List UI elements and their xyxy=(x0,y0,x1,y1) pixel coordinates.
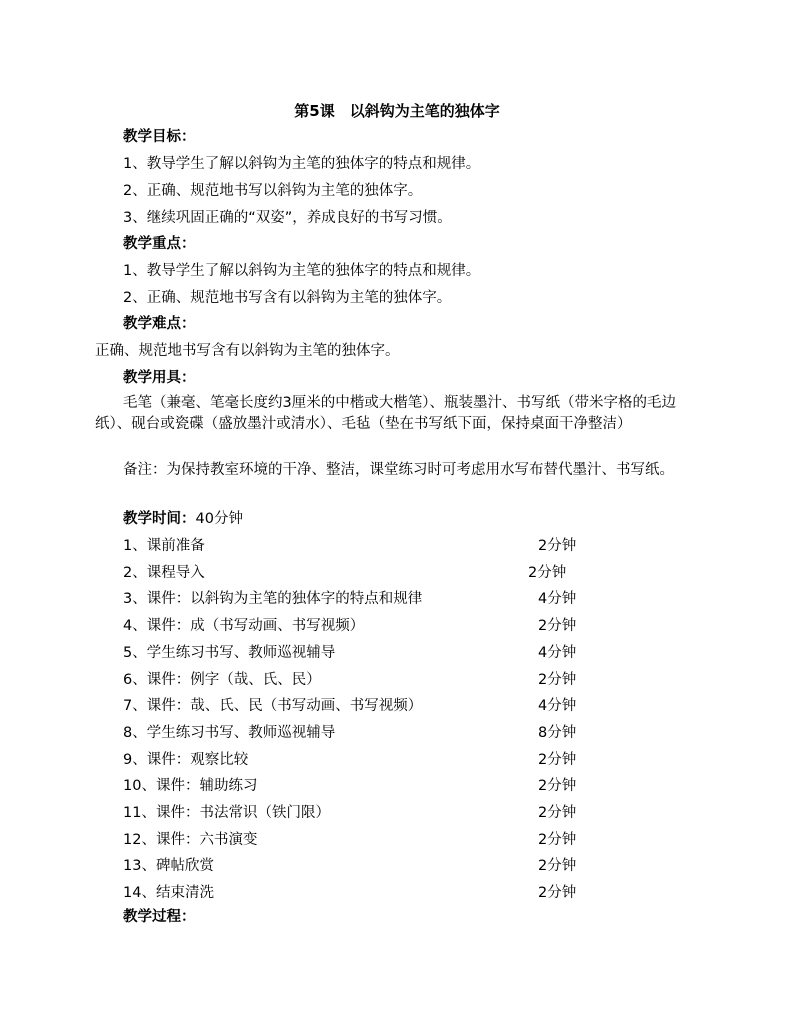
schedule-item-duration: 2分钟 xyxy=(538,618,577,635)
schedule-item-label: 8、学生练习书写、教师巡视辅导 xyxy=(123,724,336,741)
schedule-item-label: 5、学生练习书写、教师巡视辅导 xyxy=(123,644,336,661)
difficulties-text: 正确、规范地书写含有以斜钩为主笔的独体字。 xyxy=(95,343,400,359)
schedule-item-duration: 4分钟 xyxy=(538,591,577,608)
process-heading: 教学过程： xyxy=(123,909,196,925)
schedule-item-duration: 2分钟 xyxy=(528,564,567,581)
key-point-item: 1、教导学生了解以斜钩为主笔的独体字的特点和规律。 xyxy=(123,263,481,279)
difficulties-heading: 教学难点： xyxy=(123,316,196,332)
objective-item: 1、教导学生了解以斜钩为主笔的独体字的特点和规律。 xyxy=(123,156,481,172)
lesson-title: 第5课 以斜钩为主笔的独体字 xyxy=(294,102,500,120)
schedule-item-label: 3、课件：以斜钩为主笔的独体字的特点和规律 xyxy=(123,591,423,608)
schedule-item-label: 4、课件：成（书写动画、书写视频） xyxy=(123,618,365,635)
schedule-item-duration: 2分钟 xyxy=(538,671,577,688)
time-row xyxy=(123,509,243,529)
key-points-heading: 教学重点： xyxy=(123,236,196,252)
schedule-item-label: 2、课程导入 xyxy=(123,564,205,581)
schedule-item-duration: 2分钟 xyxy=(538,858,577,875)
schedule-row xyxy=(123,883,583,903)
schedule-item-duration: 2分钟 xyxy=(538,538,577,554)
schedule-item-label: 14、结束清洗 xyxy=(123,885,214,902)
schedule-row xyxy=(123,589,583,609)
time-heading: 教学时间： xyxy=(123,511,196,527)
objective-item: 2、正确、规范地书写以斜钩为主笔的独体字。 xyxy=(123,183,423,199)
time-value: 40分钟 xyxy=(195,511,243,527)
schedule-item-duration: 2分钟 xyxy=(538,831,577,848)
schedule-item-label: 7、课件：哉、氏、民（书写动画、书写视频） xyxy=(123,698,423,715)
schedule-row xyxy=(123,696,583,716)
schedule-item-duration: 2分钟 xyxy=(538,885,577,902)
schedule-row xyxy=(123,750,583,770)
schedule-item-duration: 4分钟 xyxy=(538,644,577,661)
schedule-item-label: 12、课件：六书演变 xyxy=(123,831,258,848)
schedule-row xyxy=(123,670,583,690)
schedule-item-duration: 8分钟 xyxy=(538,724,577,741)
tools-text: 毛笔（兼毫、笔毫长度约3厘米的中楷或大楷笔）、瓶装墨汁、书写纸（带米字格的毛边纸）、砚台或瓷碟（盛放墨汁或清水）、毛毡（垫在书写纸下面，保持桌面干净整洁） xyxy=(95,395,676,432)
objectives-heading: 教学目标： xyxy=(123,129,196,145)
schedule-row xyxy=(123,643,583,663)
tools-heading: 教学用具： xyxy=(123,370,196,386)
schedule-item-label: 13、碑帖欣赏 xyxy=(123,858,214,875)
schedule-item-duration: 2分钟 xyxy=(538,751,577,768)
schedule-row xyxy=(123,563,583,583)
schedule-row xyxy=(123,616,583,636)
schedule-item-duration: 2分钟 xyxy=(538,778,577,795)
schedule-row xyxy=(123,830,583,850)
schedule-item-duration: 2分钟 xyxy=(538,805,577,821)
schedule-row xyxy=(123,803,583,823)
schedule-item-label: 9、课件：观察比较 xyxy=(123,751,249,768)
schedule-item-label: 1、课前准备 xyxy=(123,538,205,554)
schedule-row xyxy=(123,776,583,796)
schedule-row xyxy=(123,536,583,556)
schedule-item-label: 11、课件：书法常识（铁门限） xyxy=(123,805,330,821)
objective-item: 3、继续巩固正确的“双姿”，养成良好的书写习惯。 xyxy=(123,210,452,226)
schedule-item-label: 10、课件：辅助练习 xyxy=(123,778,258,795)
schedule-item-label: 6、课件：例字（哉、氏、民） xyxy=(123,671,321,688)
tools-note: 备注：为保持教室环境的干净、整洁，课堂练习时可考虑用水写布替代墨汁、书写纸。 xyxy=(123,462,674,478)
schedule-row xyxy=(123,856,583,876)
schedule-row xyxy=(123,723,583,743)
key-point-item: 2、正确、规范地书写含有以斜钩为主笔的独体字。 xyxy=(123,290,452,306)
schedule-item-duration: 4分钟 xyxy=(538,698,577,715)
